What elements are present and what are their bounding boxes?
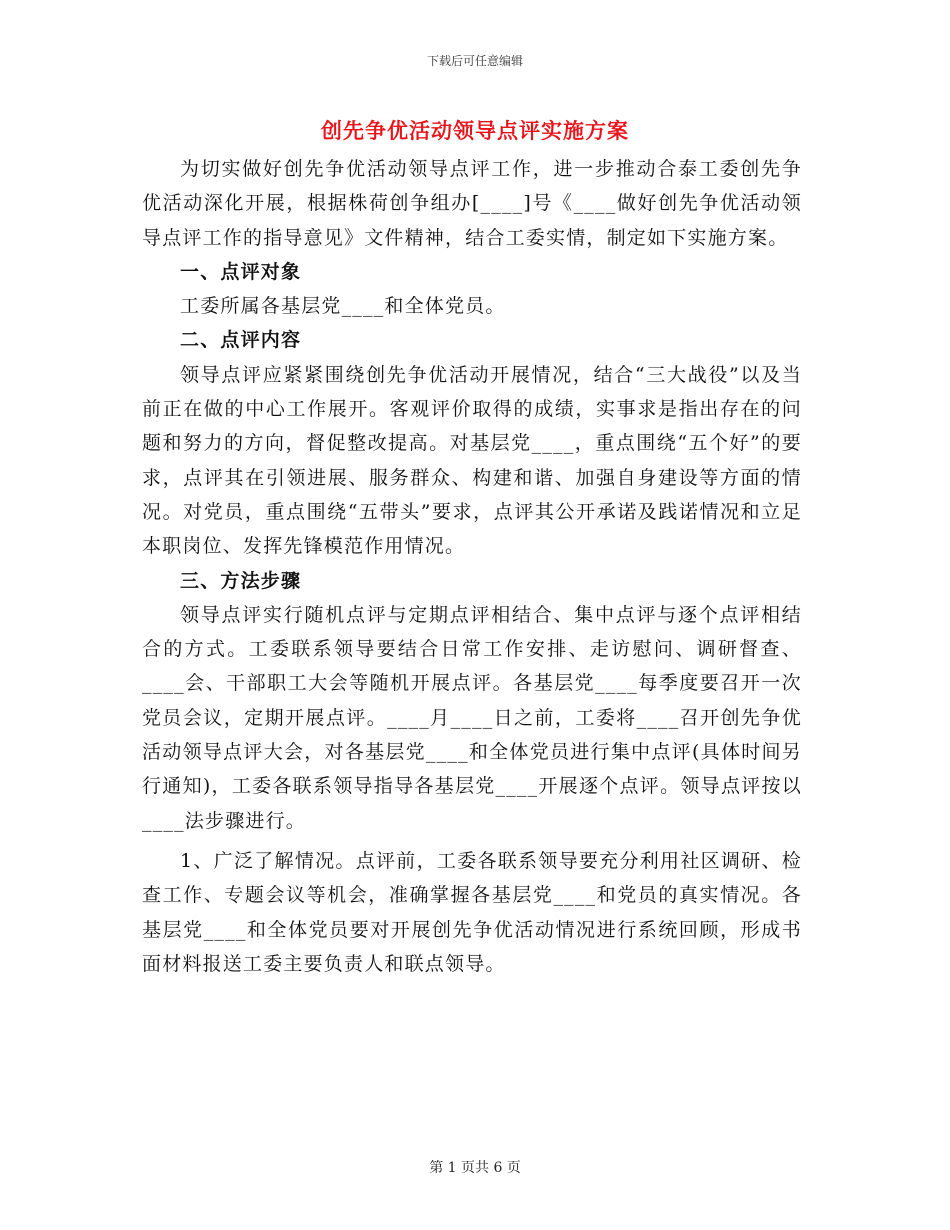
- section-1-paragraph: 工委所属各基层党____和全体党员。: [180, 295, 506, 318]
- page-footer: 第 1 页共 6 页: [429, 1160, 521, 1176]
- section-2-paragraph: 领导点评应紧紧围绕创先争优活动开展情况，结合“三大战役”以及当前正在做的中心工作展开。客观评价取得的成绩，实事求是指出存在的问题和努力的方向，督促整改提高。对基层党____，重点围绕“五个好”的要求，点评其在引领进展、服务群众、构建和谐、加强自身建设等方面的情况。对党员，重点围绕“五带头”要求，点评其公开承诺及践诺情况和立足本职岗位、发挥先锋模范作用情况。: [142, 363, 802, 558]
- intro-paragraph: 为切实做好创先争优活动领导点评工作，进一步推动合泰工委创先争优活动深化开展，根据株荷创争组办[____]号《____做好创先争优活动领导点评工作的指导意见》文件精神，结合工委实情，制定如下实施方案。: [142, 158, 802, 249]
- section-heading-3: 三、方法步骤: [180, 569, 302, 592]
- step-1-paragraph: 1、广泛了解情况。点评前，工委各联系领导要充分利用社区调研、检查工作、专题会议等机会，准确掌握各基层党____和党员的真实情况。各基层党____和全体党员要对开展创先争优活动情况进行系统回顾，形成书面材料报送工委主要负责人和联点领导。: [142, 849, 802, 975]
- document-body: [142, 152, 802, 981]
- section-heading-1: 一、点评对象: [180, 260, 302, 283]
- section-heading-2: 二、点评内容: [180, 329, 302, 352]
- document-title: 创先争优活动领导点评实施方案: [321, 118, 629, 143]
- section-3-paragraph: 领导点评实行随机点评与定期点评相结合、集中点评与逐个点评相结合的方式。工委联系领导要结合日常工作安排、走访慰问、调研督查、____会、干部职工大会等随机开展点评。各基层党____每季度要召开一次党员会议，定期开展点评。____月____日之前，工委将____召开创先争优活动领导点评大会，对各基层党____和全体党员进行集中点评(具体时间另行通知)，工委各联系领导指导各基层党____开展逐个点评。领导点评按以____法步骤进行。: [142, 603, 802, 832]
- header-note: 下载后可任意编辑: [426, 54, 523, 68]
